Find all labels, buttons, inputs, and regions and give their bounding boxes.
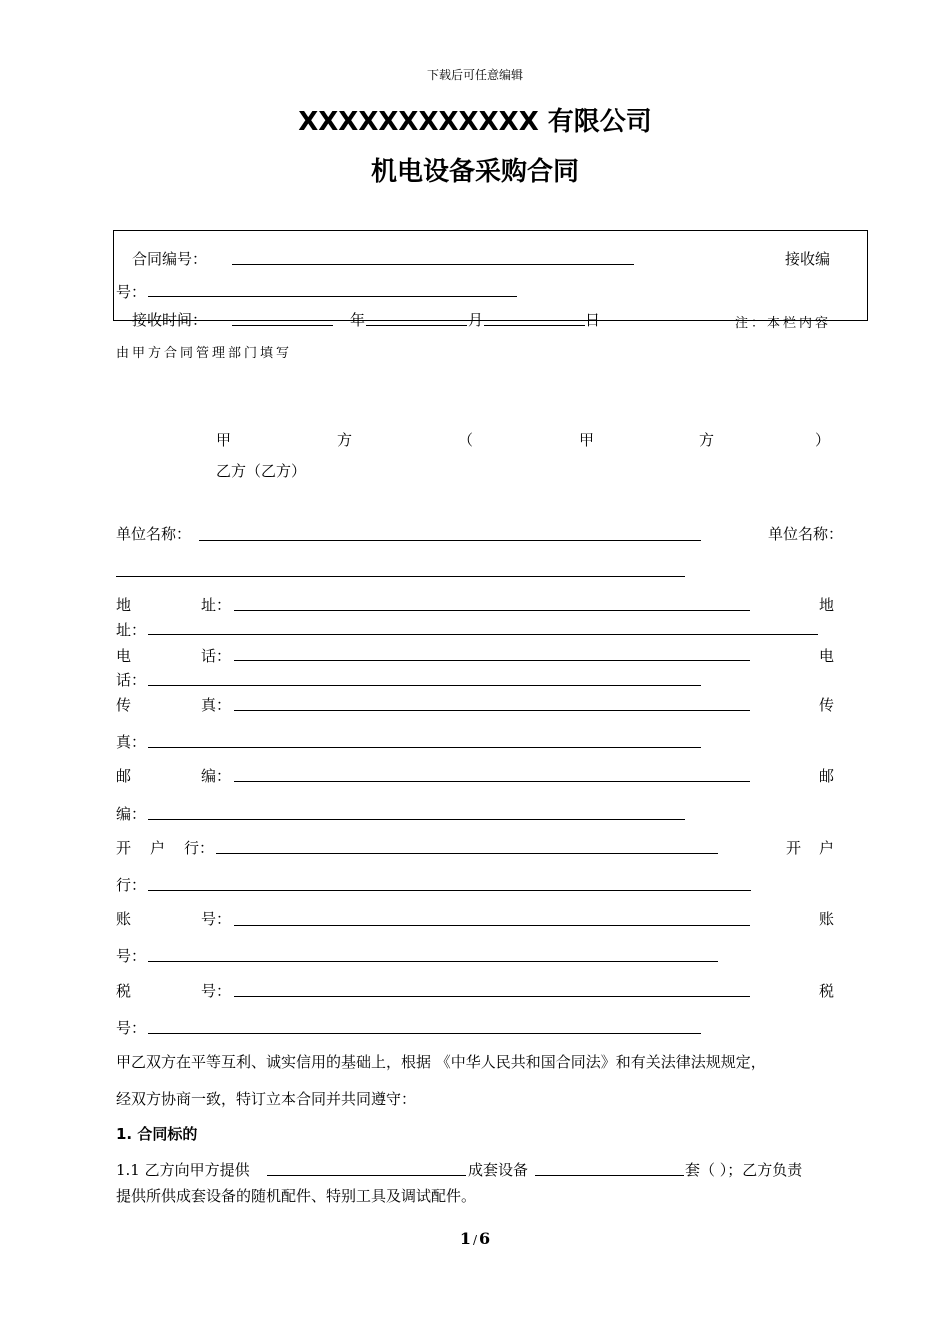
account-field-b[interactable] bbox=[148, 961, 718, 962]
year-label: 年 bbox=[350, 311, 366, 329]
item-1-1-prefix: 1.1 乙方向甲方提供 bbox=[116, 1161, 250, 1179]
receive-day-field[interactable] bbox=[484, 325, 585, 326]
bank-label-a2: 户 bbox=[150, 839, 166, 857]
party-a-char-5: 方 bbox=[699, 431, 715, 449]
bank-field-b[interactable] bbox=[148, 890, 751, 891]
fax-label-a1: 传 bbox=[116, 696, 132, 714]
day-label: 日 bbox=[585, 311, 601, 329]
contract-no-field[interactable] bbox=[232, 264, 634, 265]
registry-note-cont: 由甲方合同管理部门填写 bbox=[116, 346, 293, 361]
page-separator: / bbox=[472, 1233, 478, 1247]
fax-label-b1: 传 bbox=[819, 696, 835, 714]
bank-label-b1: 开 bbox=[786, 839, 802, 857]
bank-label-b3: 行： bbox=[116, 876, 147, 894]
party-a-char-2: 方 bbox=[337, 431, 353, 449]
tax-label-a2: 号： bbox=[201, 982, 232, 1000]
unit-name-field-b[interactable] bbox=[116, 576, 685, 577]
fax-field-b[interactable] bbox=[148, 747, 701, 748]
party-a-char-4: 甲 bbox=[579, 431, 595, 449]
tel-field-a[interactable] bbox=[234, 660, 750, 661]
tel-label-b1: 电 bbox=[819, 647, 835, 665]
address-label-b2: 址： bbox=[116, 621, 147, 639]
address-label-a2: 址： bbox=[201, 596, 232, 614]
tax-label-b2: 号： bbox=[116, 1019, 147, 1037]
month-label: 月 bbox=[468, 311, 484, 329]
item-1-1-suffix: 套（ ）；乙方负责 bbox=[685, 1161, 803, 1179]
receive-time-label: 接收时间： bbox=[132, 311, 208, 329]
postcode-label-b1: 邮 bbox=[819, 767, 835, 785]
postcode-label-a1: 邮 bbox=[116, 767, 132, 785]
account-label-b2: 号： bbox=[116, 947, 147, 965]
postcode-field-a[interactable] bbox=[234, 781, 750, 782]
bank-label-a3: 行： bbox=[184, 839, 215, 857]
bank-label-a1: 开 bbox=[116, 839, 132, 857]
receive-no-label: 接收编 bbox=[785, 250, 831, 268]
account-label-a2: 号： bbox=[201, 910, 232, 928]
account-label-b1: 账 bbox=[819, 910, 835, 928]
unit-name-field-a[interactable] bbox=[199, 540, 701, 541]
tel-label-b2: 话： bbox=[116, 671, 147, 689]
section-heading: 1. 合同标的 bbox=[116, 1125, 198, 1143]
registry-box bbox=[113, 230, 868, 321]
tel-field-b[interactable] bbox=[148, 685, 701, 686]
party-a-char-1: 甲 bbox=[216, 431, 232, 449]
account-label-a1: 账 bbox=[116, 910, 132, 928]
page-current: 1 bbox=[459, 1229, 471, 1248]
contract-title: 机电设备采购合同 bbox=[370, 157, 579, 187]
fax-label-b2: 真： bbox=[116, 733, 147, 751]
header-note: 下载后可任意编辑 bbox=[426, 68, 523, 82]
registry-note: 注：本栏内容 bbox=[735, 316, 832, 331]
postcode-field-b[interactable] bbox=[148, 819, 685, 820]
intro-paragraph-line1: 甲乙双方在平等互利、诚实信用的基础上，根据 《中华人民共和国合同法》和有关法律法规规定， bbox=[116, 1053, 766, 1071]
receive-year-field[interactable] bbox=[232, 325, 333, 326]
address-field-a[interactable] bbox=[234, 610, 750, 611]
party-a-char-3: （ bbox=[458, 431, 474, 449]
postcode-label-a2: 编： bbox=[201, 767, 232, 785]
receive-no-field[interactable] bbox=[148, 296, 517, 297]
receive-month-field[interactable] bbox=[366, 325, 467, 326]
tax-field-b[interactable] bbox=[148, 1033, 701, 1034]
company-title: XXXXXXXXXXXX 有限公司 bbox=[298, 107, 652, 137]
receive-no-label-cont: 号： bbox=[116, 283, 147, 301]
bank-label-b2: 户 bbox=[819, 839, 835, 857]
item-1-1-quantity-field[interactable] bbox=[535, 1175, 684, 1176]
tax-label-b1: 税 bbox=[819, 982, 835, 1000]
tel-label-a1: 电 bbox=[116, 647, 132, 665]
address-label-a1: 地 bbox=[116, 596, 132, 614]
unit-name-label-a: 单位名称： bbox=[116, 525, 192, 543]
page-total: 6 bbox=[479, 1229, 491, 1248]
bank-field-a[interactable] bbox=[216, 853, 718, 854]
unit-name-label-b: 单位名称： bbox=[768, 525, 844, 543]
postcode-label-b2: 编： bbox=[116, 805, 147, 823]
tel-label-a2: 话： bbox=[201, 647, 232, 665]
party-a-char-6: ） bbox=[815, 431, 831, 449]
address-label-b1: 地 bbox=[819, 596, 835, 614]
contract-no-label: 合同编号： bbox=[132, 250, 208, 268]
fax-field-a[interactable] bbox=[234, 710, 750, 711]
account-field-a[interactable] bbox=[234, 925, 750, 926]
item-1-1-equipment-field[interactable] bbox=[267, 1175, 466, 1176]
tax-field-a[interactable] bbox=[234, 996, 750, 997]
item-1-1-line2: 提供所供成套设备的随机配件、特别工具及调试配件。 bbox=[116, 1187, 477, 1205]
tax-label-a1: 税 bbox=[116, 982, 132, 1000]
intro-paragraph-line2: 经双方协商一致，特订立本合同并共同遵守： bbox=[116, 1090, 417, 1108]
item-1-1-mid: 成套设备 bbox=[468, 1161, 529, 1179]
fax-label-a2: 真： bbox=[201, 696, 232, 714]
party-b-label: 乙方（乙方） bbox=[216, 462, 307, 480]
page-number bbox=[0, 1229, 950, 1248]
address-field-b[interactable] bbox=[148, 634, 818, 635]
